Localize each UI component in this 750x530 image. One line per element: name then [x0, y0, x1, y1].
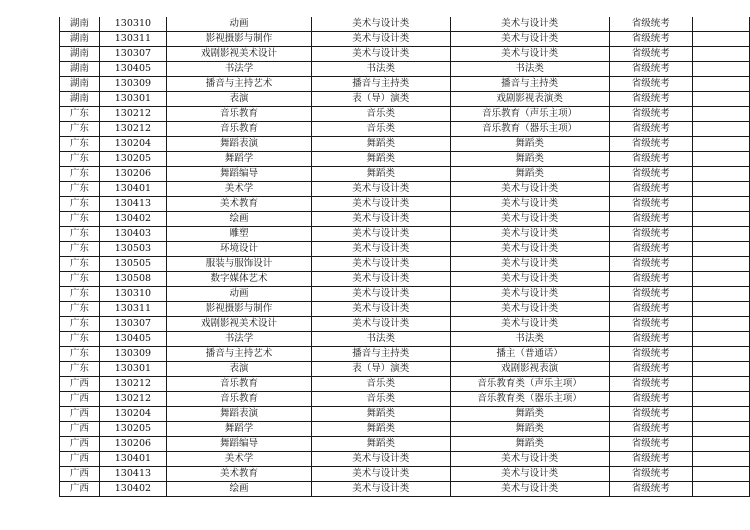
major-name-cell: 美术教育: [167, 467, 312, 482]
exam-type-cell: 省级统考: [609, 17, 692, 32]
exam-subcategory-cell: 美术与设计类: [450, 182, 609, 197]
exam-type-cell: 省级统考: [609, 452, 692, 467]
province-cell: 湖南: [60, 32, 100, 47]
exam-category-cell: 书法类: [311, 62, 450, 77]
note-cell: [692, 302, 749, 317]
exam-type-cell: 省级统考: [609, 152, 692, 167]
major-name-cell: 舞蹈编导: [167, 167, 312, 182]
major-name-cell: 雕塑: [167, 227, 312, 242]
major-code-cell: 130503: [99, 242, 166, 257]
exam-category-cell: 美术与设计类: [311, 317, 450, 332]
table-row: [60, 272, 750, 287]
exam-category-cell: 音乐类: [311, 107, 450, 122]
major-name-cell: 环境设计: [167, 242, 312, 257]
major-code-cell: 130405: [99, 332, 166, 347]
exam-type-cell: 省级统考: [609, 422, 692, 437]
note-cell: [692, 332, 749, 347]
major-code-cell: 130206: [99, 437, 166, 452]
province-cell: 湖南: [60, 47, 100, 62]
exam-type-cell: 省级统考: [609, 212, 692, 227]
note-cell: [692, 122, 749, 137]
exam-type-cell: 省级统考: [609, 167, 692, 182]
exam-category-cell: 美术与设计类: [311, 242, 450, 257]
exam-subcategory-cell: 戏剧影视表演: [450, 362, 609, 377]
note-cell: [692, 242, 749, 257]
major-name-cell: 美术学: [167, 182, 312, 197]
table-row: [60, 77, 750, 92]
table-row: [60, 377, 750, 392]
note-cell: [692, 482, 749, 497]
exam-subcategory-cell: 美术与设计类: [450, 17, 609, 32]
table-row: [60, 467, 750, 482]
note-cell: [692, 212, 749, 227]
major-name-cell: 动画: [167, 287, 312, 302]
major-code-cell: 130309: [99, 347, 166, 362]
exam-type-cell: 省级统考: [609, 32, 692, 47]
major-name-cell: 音乐教育: [167, 392, 312, 407]
exam-subcategory-cell: 美术与设计类: [450, 257, 609, 272]
note-cell: [692, 152, 749, 167]
exam-category-cell: 舞蹈类: [311, 152, 450, 167]
table-row: [60, 407, 750, 422]
exam-subcategory-cell: 舞蹈类: [450, 152, 609, 167]
exam-type-cell: 省级统考: [609, 197, 692, 212]
major-name-cell: 影视摄影与制作: [167, 32, 312, 47]
table-row: [60, 122, 750, 137]
note-cell: [692, 362, 749, 377]
exam-type-cell: 省级统考: [609, 92, 692, 107]
province-cell: 广东: [60, 302, 100, 317]
exam-subcategory-cell: 舞蹈类: [450, 437, 609, 452]
major-code-cell: 130212: [99, 107, 166, 122]
major-name-cell: 表演: [167, 362, 312, 377]
exam-subcategory-cell: 美术与设计类: [450, 317, 609, 332]
major-code-cell: 130309: [99, 77, 166, 92]
exam-category-cell: 舞蹈类: [311, 137, 450, 152]
exam-category-cell: 美术与设计类: [311, 482, 450, 497]
exam-category-cell: 舞蹈类: [311, 407, 450, 422]
major-code-cell: 130205: [99, 422, 166, 437]
major-code-cell: 130301: [99, 92, 166, 107]
exam-category-cell: 音乐类: [311, 392, 450, 407]
major-code-cell: 130307: [99, 47, 166, 62]
table-row: [60, 197, 750, 212]
major-name-cell: 舞蹈编导: [167, 437, 312, 452]
province-cell: 湖南: [60, 17, 100, 32]
note-cell: [692, 107, 749, 122]
exam-type-cell: 省级统考: [609, 482, 692, 497]
exam-type-cell: 省级统考: [609, 287, 692, 302]
province-cell: 广东: [60, 182, 100, 197]
exam-category-cell: 美术与设计类: [311, 197, 450, 212]
exam-type-cell: 省级统考: [609, 407, 692, 422]
exam-type-cell: 省级统考: [609, 302, 692, 317]
exam-subcategory-cell: 美术与设计类: [450, 302, 609, 317]
exam-type-cell: 省级统考: [609, 62, 692, 77]
major-name-cell: 播音与主持艺术: [167, 77, 312, 92]
major-name-cell: 书法学: [167, 332, 312, 347]
note-cell: [692, 287, 749, 302]
exam-subcategory-cell: 音乐教育（声乐主项）: [450, 107, 609, 122]
exam-category-cell: 美术与设计类: [311, 302, 450, 317]
exam-category-cell: 美术与设计类: [311, 257, 450, 272]
exam-subcategory-cell: 美术与设计类: [450, 197, 609, 212]
exam-category-cell: 美术与设计类: [311, 287, 450, 302]
exam-category-cell: 播音与主持类: [311, 77, 450, 92]
major-name-cell: 音乐教育: [167, 122, 312, 137]
province-cell: 广东: [60, 197, 100, 212]
major-code-cell: 130310: [99, 287, 166, 302]
table-row: [60, 92, 750, 107]
major-name-cell: 音乐教育: [167, 377, 312, 392]
table-row: [60, 392, 750, 407]
table-row: [60, 437, 750, 452]
major-name-cell: 书法学: [167, 62, 312, 77]
table-row: [60, 452, 750, 467]
major-name-cell: 舞蹈表演: [167, 407, 312, 422]
exam-table: [59, 17, 750, 497]
exam-subcategory-cell: 美术与设计类: [450, 467, 609, 482]
province-cell: 广西: [60, 407, 100, 422]
exam-category-cell: 舞蹈类: [311, 437, 450, 452]
table-row: [60, 422, 750, 437]
table-row: [60, 167, 750, 182]
province-cell: 广东: [60, 152, 100, 167]
note-cell: [692, 47, 749, 62]
province-cell: 广东: [60, 167, 100, 182]
major-name-cell: 音乐教育: [167, 107, 312, 122]
province-cell: 广东: [60, 257, 100, 272]
exam-category-cell: 舞蹈类: [311, 167, 450, 182]
exam-type-cell: 省级统考: [609, 467, 692, 482]
exam-type-cell: 省级统考: [609, 242, 692, 257]
major-name-cell: 舞蹈学: [167, 152, 312, 167]
exam-type-cell: 省级统考: [609, 182, 692, 197]
province-cell: 广西: [60, 452, 100, 467]
major-code-cell: 130206: [99, 167, 166, 182]
exam-type-cell: 省级统考: [609, 47, 692, 62]
exam-type-cell: 省级统考: [609, 257, 692, 272]
exam-category-cell: 美术与设计类: [311, 17, 450, 32]
exam-category-cell: 播音与主持类: [311, 347, 450, 362]
table-row: [60, 212, 750, 227]
major-code-cell: 130405: [99, 62, 166, 77]
major-name-cell: 舞蹈表演: [167, 137, 312, 152]
major-name-cell: 动画: [167, 17, 312, 32]
table-row: [60, 107, 750, 122]
note-cell: [692, 32, 749, 47]
exam-subcategory-cell: 美术与设计类: [450, 242, 609, 257]
exam-type-cell: 省级统考: [609, 107, 692, 122]
exam-subcategory-cell: 美术与设计类: [450, 452, 609, 467]
major-code-cell: 130413: [99, 197, 166, 212]
major-name-cell: 戏剧影视美术设计: [167, 317, 312, 332]
note-cell: [692, 377, 749, 392]
exam-subcategory-cell: 美术与设计类: [450, 212, 609, 227]
province-cell: 广东: [60, 122, 100, 137]
table-row: [60, 347, 750, 362]
exam-subcategory-cell: 美术与设计类: [450, 47, 609, 62]
note-cell: [692, 437, 749, 452]
major-name-cell: 绘画: [167, 482, 312, 497]
exam-subcategory-cell: 美术与设计类: [450, 32, 609, 47]
table-row: [60, 137, 750, 152]
exam-subcategory-cell: 书法类: [450, 332, 609, 347]
note-cell: [692, 407, 749, 422]
note-cell: [692, 467, 749, 482]
major-code-cell: 130310: [99, 17, 166, 32]
exam-category-cell: 美术与设计类: [311, 47, 450, 62]
exam-category-cell: 美术与设计类: [311, 467, 450, 482]
table-row: [60, 317, 750, 332]
major-code-cell: 130413: [99, 467, 166, 482]
exam-subcategory-cell: 美术与设计类: [450, 482, 609, 497]
note-cell: [692, 77, 749, 92]
exam-type-cell: 省级统考: [609, 437, 692, 452]
table-row: [60, 257, 750, 272]
note-cell: [692, 197, 749, 212]
exam-type-cell: 省级统考: [609, 392, 692, 407]
table-row: [60, 32, 750, 47]
major-name-cell: 影视摄影与制作: [167, 302, 312, 317]
exam-category-cell: 表（导）演类: [311, 92, 450, 107]
exam-subcategory-cell: 美术与设计类: [450, 227, 609, 242]
note-cell: [692, 272, 749, 287]
note-cell: [692, 17, 749, 32]
province-cell: 广东: [60, 347, 100, 362]
major-code-cell: 130505: [99, 257, 166, 272]
major-name-cell: 美术学: [167, 452, 312, 467]
exam-subcategory-cell: 播音与主持类: [450, 77, 609, 92]
province-cell: 湖南: [60, 62, 100, 77]
major-name-cell: 数字媒体艺术: [167, 272, 312, 287]
province-cell: 广东: [60, 317, 100, 332]
exam-subcategory-cell: 美术与设计类: [450, 272, 609, 287]
note-cell: [692, 167, 749, 182]
province-cell: 广东: [60, 272, 100, 287]
major-code-cell: 130212: [99, 392, 166, 407]
note-cell: [692, 92, 749, 107]
note-cell: [692, 182, 749, 197]
table-row: [60, 362, 750, 377]
exam-category-cell: 书法类: [311, 332, 450, 347]
note-cell: [692, 452, 749, 467]
major-name-cell: 表演: [167, 92, 312, 107]
exam-category-cell: 美术与设计类: [311, 182, 450, 197]
exam-subcategory-cell: 舞蹈类: [450, 407, 609, 422]
table-row: [60, 332, 750, 347]
exam-subcategory-cell: 美术与设计类: [450, 287, 609, 302]
table-body: [60, 17, 750, 497]
province-cell: 广东: [60, 107, 100, 122]
major-code-cell: 130401: [99, 182, 166, 197]
exam-category-cell: 表（导）演类: [311, 362, 450, 377]
major-code-cell: 130204: [99, 407, 166, 422]
major-code-cell: 130204: [99, 137, 166, 152]
exam-type-cell: 省级统考: [609, 347, 692, 362]
major-name-cell: 舞蹈学: [167, 422, 312, 437]
table-row: [60, 482, 750, 497]
exam-category-cell: 音乐类: [311, 122, 450, 137]
major-code-cell: 130212: [99, 377, 166, 392]
exam-type-cell: 省级统考: [609, 77, 692, 92]
table-row: [60, 227, 750, 242]
exam-type-cell: 省级统考: [609, 377, 692, 392]
major-code-cell: 130301: [99, 362, 166, 377]
province-cell: 湖南: [60, 77, 100, 92]
exam-type-cell: 省级统考: [609, 332, 692, 347]
major-name-cell: 服装与服饰设计: [167, 257, 312, 272]
major-name-cell: 戏剧影视美术设计: [167, 47, 312, 62]
table-row: [60, 152, 750, 167]
province-cell: 广东: [60, 362, 100, 377]
table-row: [60, 302, 750, 317]
province-cell: 广东: [60, 212, 100, 227]
exam-category-cell: 美术与设计类: [311, 32, 450, 47]
exam-subcategory-cell: 舞蹈类: [450, 167, 609, 182]
province-cell: 广东: [60, 137, 100, 152]
major-code-cell: 130311: [99, 302, 166, 317]
note-cell: [692, 227, 749, 242]
table-row: [60, 182, 750, 197]
exam-type-cell: 省级统考: [609, 137, 692, 152]
major-name-cell: 播音与主持艺术: [167, 347, 312, 362]
exam-category-cell: 美术与设计类: [311, 212, 450, 227]
note-cell: [692, 317, 749, 332]
exam-type-cell: 省级统考: [609, 317, 692, 332]
major-name-cell: 绘画: [167, 212, 312, 227]
province-cell: 广西: [60, 482, 100, 497]
major-code-cell: 130402: [99, 482, 166, 497]
province-cell: 广西: [60, 422, 100, 437]
exam-subcategory-cell: 舞蹈类: [450, 422, 609, 437]
note-cell: [692, 347, 749, 362]
exam-type-cell: 省级统考: [609, 227, 692, 242]
note-cell: [692, 422, 749, 437]
exam-category-cell: 音乐类: [311, 377, 450, 392]
province-cell: 广东: [60, 332, 100, 347]
exam-type-cell: 省级统考: [609, 362, 692, 377]
major-code-cell: 130212: [99, 122, 166, 137]
exam-category-cell: 美术与设计类: [311, 227, 450, 242]
major-code-cell: 130402: [99, 212, 166, 227]
note-cell: [692, 392, 749, 407]
table-row: [60, 17, 750, 32]
major-code-cell: 130205: [99, 152, 166, 167]
major-code-cell: 130508: [99, 272, 166, 287]
major-name-cell: 美术教育: [167, 197, 312, 212]
exam-category-cell: 美术与设计类: [311, 452, 450, 467]
province-cell: 广东: [60, 242, 100, 257]
exam-subcategory-cell: 音乐教育（器乐主项）: [450, 122, 609, 137]
exam-category-cell: 美术与设计类: [311, 272, 450, 287]
table-row: [60, 287, 750, 302]
exam-subcategory-cell: 音乐教育类（器乐主项）: [450, 392, 609, 407]
province-cell: 广西: [60, 437, 100, 452]
province-cell: 广东: [60, 287, 100, 302]
note-cell: [692, 257, 749, 272]
exam-category-cell: 舞蹈类: [311, 422, 450, 437]
major-code-cell: 130307: [99, 317, 166, 332]
province-cell: 广西: [60, 467, 100, 482]
major-code-cell: 130311: [99, 32, 166, 47]
province-cell: 广东: [60, 227, 100, 242]
exam-type-cell: 省级统考: [609, 122, 692, 137]
major-code-cell: 130401: [99, 452, 166, 467]
exam-type-cell: 省级统考: [609, 272, 692, 287]
province-cell: 广西: [60, 392, 100, 407]
note-cell: [692, 137, 749, 152]
exam-subcategory-cell: 音乐教育类（声乐主项）: [450, 377, 609, 392]
exam-subcategory-cell: 舞蹈类: [450, 137, 609, 152]
exam-subcategory-cell: 播主（普通话）: [450, 347, 609, 362]
province-cell: 广西: [60, 377, 100, 392]
table-row: [60, 47, 750, 62]
table-row: [60, 62, 750, 77]
note-cell: [692, 62, 749, 77]
major-code-cell: 130403: [99, 227, 166, 242]
table-row: [60, 242, 750, 257]
exam-subcategory-cell: 戏剧影视表演类: [450, 92, 609, 107]
province-cell: 湖南: [60, 92, 100, 107]
exam-subcategory-cell: 书法类: [450, 62, 609, 77]
